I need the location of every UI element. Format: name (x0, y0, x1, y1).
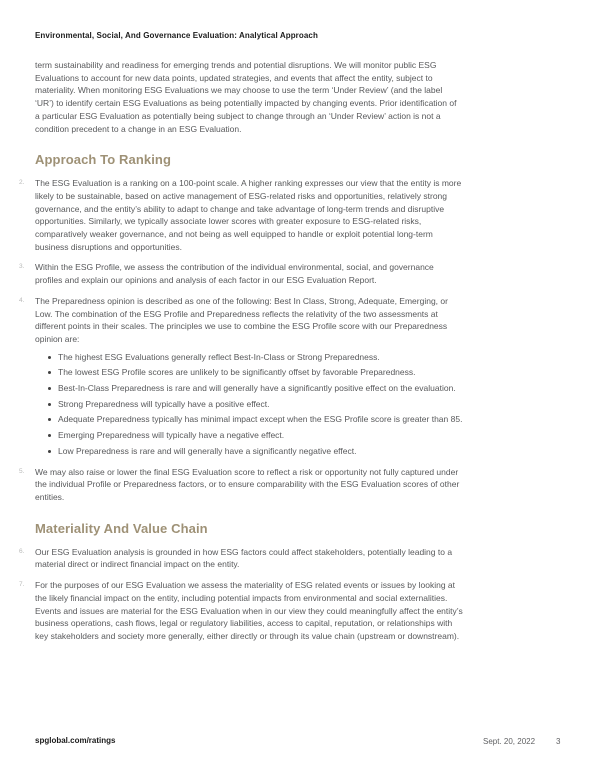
list-item: Emerging Preparedness will typically have a negative effect. (48, 429, 463, 442)
numbered-paragraph-5 (19, 466, 463, 504)
list-item: Low Preparedness is rare and will generally have a significantly negative effect. (48, 445, 463, 458)
paragraph-number: 4. (19, 296, 25, 304)
paragraph-text: Within the ESG Profile, we assess the contribution of the individual environmental, social, and governance profiles and explain our opinions and analysis of each factor in our ESG Evaluation Report. (35, 262, 434, 286)
paragraph-number: 5. (19, 467, 25, 475)
footer-site-link[interactable]: spglobal.com/ratings (35, 736, 116, 745)
paragraph-number: 2. (19, 179, 25, 187)
paragraph-text: For the purposes of our ESG Evaluation we assess the materiality of ESG related events or issues by looking at the likely financial impact on the entity, including potential impacts from environmental and social externalities. Events and issues are material for the ESG Evaluation when in our view they could meaningfully affect the entity’s business operations, cash flows, legal or regulatory liabilities, access to capital, reputation, or relationships with key stakeholders and society more generally, either directly or through its value chain (upstream or downstream). (35, 580, 463, 641)
paragraph-text: The Preparedness opinion is described as one of the following: Best In Class, Strong, Adequate, Emerging, or Low. The combination of the ESG Profile and Preparedness reflects the relativity of the two assessments at different points in their scales. The principles we use to combine the ESG Profile score with our Preparedness opinion are: (35, 295, 448, 344)
list-item: Adequate Preparedness typically has minimal impact except when the ESG Profile score is greater than 85. (48, 413, 463, 426)
preparedness-principles-list (35, 351, 463, 458)
paragraph-text: Our ESG Evaluation analysis is grounded in how ESG factors could affect stakeholders, potentially leading to a material direct or indirect financial impact on the entity. (35, 546, 453, 570)
numbered-paragraph-6 (19, 546, 463, 571)
numbered-paragraph-3 (19, 261, 463, 286)
footer-page-number: 3 (556, 737, 561, 746)
intro-paragraph: term sustainability and readiness for emerging trends and potential disruptions. We will monitor public ESG Evaluations to account for new data points, updated strategies, and events that affect the entity, subject to materiality. When monitoring ESG Evaluations we may choose to use the term ‘Under Review’ (and the label ‘UR’) to identify certain ESG Evaluations as being potentially impacted by changing events. Prior identification of a particular ESG Evaluation as potentially being subject to change through an ‘Under Review’ action is not a condition precedent to a change in an ESG Evaluation. (35, 60, 457, 134)
list-item: The highest ESG Evaluations generally reflect Best-In-Class or Strong Preparedness. (48, 351, 463, 364)
numbered-paragraph-2 (19, 177, 463, 253)
list-item: Strong Preparedness will typically have a positive effect. (48, 398, 463, 411)
paragraph-text: The ESG Evaluation is a ranking on a 100-point scale. A higher ranking expresses our view that the entity is more likely to be sustainable, based on active management of ESG-related risks and opportunities, relatively strong governance, and the entity’s ability to adapt to change and take advantage of long-term trends and disruptive opportunities. Similarly, we typically associate lower scores with greater exposure to ESG-related risks, comparatively weaker governance, and not being as well equipped to handle or exploit potential long-term business disruptions and opportunities. (35, 178, 462, 252)
document-body (19, 59, 463, 651)
numbered-paragraph-7 (19, 579, 463, 643)
paragraph-number: 3. (19, 263, 25, 271)
document-running-header: Environmental, Social, And Governance Evaluation: Analytical Approach (35, 31, 318, 40)
section-heading-approach-to-ranking: Approach To Ranking (35, 152, 171, 168)
numbered-paragraph-4 (19, 295, 463, 458)
list-item: The lowest ESG Profile scores are unlikely to be significantly offset by favorable Preparedness. (48, 366, 463, 379)
paragraph-number: 7. (19, 581, 25, 589)
footer-date: Sept. 20, 2022 (483, 737, 536, 746)
paragraph-number: 6. (19, 547, 25, 555)
section-heading-materiality-and-value-chain: Materiality And Value Chain (35, 520, 208, 536)
paragraph-text: We may also raise or lower the final ESG Evaluation score to reflect a risk or opportunity not fully captured under the individual Profile or Preparedness factors, or to ensure comparability with the ESG Evaluation scores of other entities. (35, 466, 460, 502)
list-item: Best-In-Class Preparedness is rare and will generally have a significantly positive effect on the evaluation. (48, 382, 463, 395)
